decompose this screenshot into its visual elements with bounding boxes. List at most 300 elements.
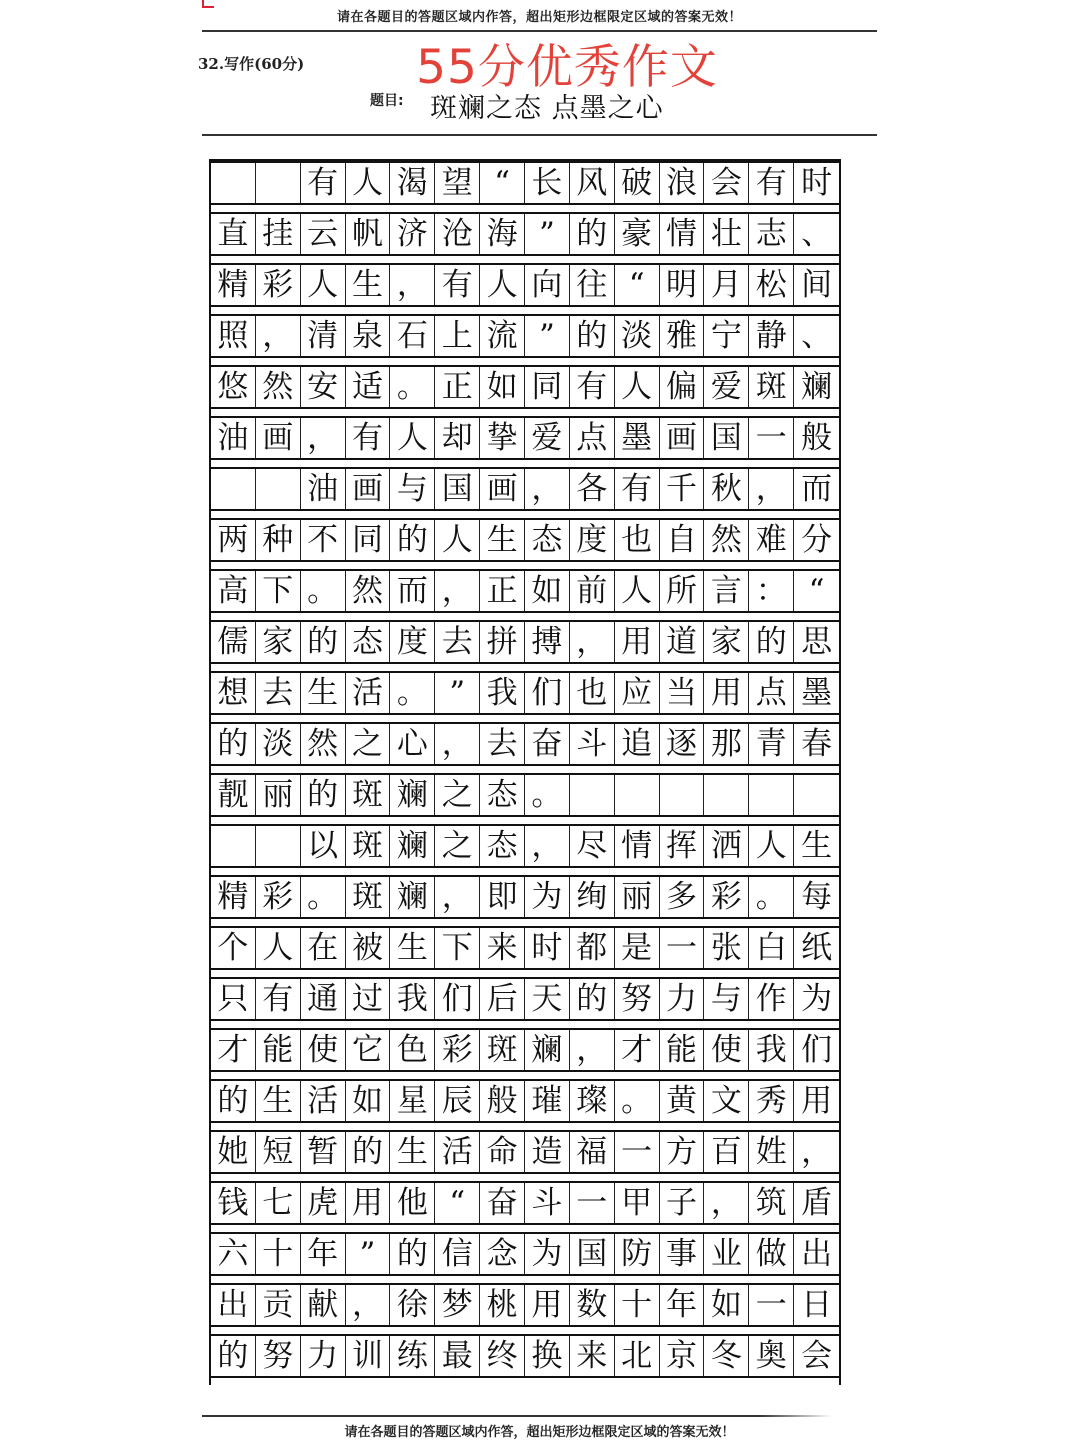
grid-cell: 靓 [211,775,256,815]
essay-row [211,416,839,460]
grid-cell: 白 [749,928,794,968]
grid-cell: 逐 [660,724,705,764]
grid-cell: ， [435,724,480,764]
grid-cell: 才 [211,1030,256,1070]
grid-cell: 搏 [525,622,570,662]
grid-cell: 想 [211,673,256,713]
grid-cell: 辰 [435,1081,480,1121]
grid-cell: 家 [704,622,749,662]
grid-cell: 壮 [704,214,749,254]
essay-row [211,620,839,664]
grid-cell: 所 [660,571,705,611]
scan-fade [760,1408,880,1440]
grid-cell: 追 [615,724,660,764]
grid-cell: 子 [660,1183,705,1223]
grid-cell: 最 [435,1336,480,1376]
grid-cell: ” [346,1234,391,1274]
grid-cell: 使 [704,1030,749,1070]
grid-cell: 会 [801,1337,833,1374]
grid-cell: 挥 [660,826,705,866]
grid-cell: 淡 [615,316,660,356]
essay-row [211,161,839,205]
essay-row [211,1130,839,1174]
essay-row [211,1181,839,1225]
grid-cell: 百 [704,1132,749,1172]
grid-cell: 才 [615,1030,660,1070]
grid-cell: 心 [390,724,435,764]
grid-cell: 方 [660,1132,705,1172]
grid-cell: 生 [301,673,346,713]
grid-cell [749,775,794,815]
grid-cell: 生 [346,265,391,305]
grid-cell: 、 [801,215,833,252]
grid-cell: 松 [749,265,794,305]
grid-cell: 的 [211,724,256,764]
grid-cell: 十 [256,1234,301,1274]
grid-cell: 墨 [615,418,660,458]
grid-cell: 信 [435,1234,480,1274]
grid-cell: 。 [615,1081,660,1121]
grid-cell: 来 [570,1336,615,1376]
grid-cell: 换 [525,1336,570,1376]
grid-cell: 活 [346,673,391,713]
grid-cell: 的 [570,979,615,1019]
grid-cell: 梦 [435,1285,480,1325]
grid-cell: 的 [570,316,615,356]
grid-cell: “ [435,1183,480,1223]
grid-cell: 丽 [615,877,660,917]
grid-cell: 斑 [749,367,794,407]
essay-row [211,977,839,1021]
grid-cell: 年 [301,1234,346,1274]
grid-cell: 点 [749,673,794,713]
grid-cell [615,775,660,815]
grid-cell: 天 [525,979,570,1019]
grid-cell: 的 [570,214,615,254]
grid-cell: 的 [211,1081,256,1121]
grid-cell: 态 [480,826,525,866]
essay-row [211,365,839,409]
grid-cell: 冬 [704,1336,749,1376]
grid-cell: 斑 [480,1030,525,1070]
essay-row [211,1283,839,1327]
grid-cell: 态 [525,520,570,560]
grid-cell: 态 [346,622,391,662]
essay-row [211,1232,839,1276]
grid-cell: 有 [256,979,301,1019]
grid-cell: 念 [480,1234,525,1274]
grid-cell: 如 [525,571,570,611]
grid-cell: 情 [615,826,660,866]
grid-cell: 上 [435,316,480,356]
grid-cell: 彩 [256,877,301,917]
grid-cell: 情 [660,214,705,254]
grid-cell: 用 [801,1082,833,1119]
grid-cell: ， [525,469,570,509]
grid-cell: 有 [301,163,346,203]
grid-cell: ” [525,214,570,254]
grid-cell: 下 [435,928,480,968]
grid-cell: 照 [211,316,256,356]
grid-cell: ， [801,1133,833,1170]
grid-cell: 一 [570,1183,615,1223]
grid-cell: 文 [704,1081,749,1121]
grid-cell: 桃 [480,1285,525,1325]
grid-cell: 有 [346,418,391,458]
grid-cell: 精 [211,877,256,917]
grid-cell: 儒 [211,622,256,662]
grid-cell: ， [749,469,794,509]
grid-cell: 用 [615,622,660,662]
grid-cell: 人 [346,163,391,203]
grid-cell: 浪 [660,163,705,203]
grid-cell: ， [435,877,480,917]
grid-cell: 态 [480,775,525,815]
grid-cell: ， [704,1183,749,1223]
grid-cell: 秋 [704,469,749,509]
grid-cell: 张 [704,928,749,968]
grid-cell: ， [570,1030,615,1070]
grid-cell: 去 [256,673,301,713]
grid-cell: 是 [615,928,660,968]
grid-cell: 适 [346,367,391,407]
grid-cell: 用 [525,1285,570,1325]
essay-row [211,1334,839,1378]
grid-cell: 如 [480,367,525,407]
essay-row [211,212,839,256]
grid-cell: 前 [570,571,615,611]
grid-cell: 豪 [615,214,660,254]
grid-cell: 。 [390,673,435,713]
grid-cell: 人 [615,571,660,611]
grid-cell: 绚 [570,877,615,917]
grid-cell: 爱 [704,367,749,407]
grid-cell: 如 [346,1081,391,1121]
grid-cell: 人 [435,520,480,560]
grid-cell: 人 [301,265,346,305]
grid-cell: 姓 [749,1132,794,1172]
grid-cell: 业 [704,1234,749,1274]
grid-cell: 她 [211,1132,256,1172]
grid-cell: 京 [660,1336,705,1376]
grid-cell [570,775,615,815]
grid-cell: 有 [570,367,615,407]
grid-cell: 的 [390,520,435,560]
grid-cell: 斓 [801,368,833,405]
grid-cell: 日 [801,1286,833,1323]
grid-cell: 难 [749,520,794,560]
grid-cell: 当 [660,673,705,713]
grid-cell: 之 [346,724,391,764]
grid-cell: 淡 [256,724,301,764]
title-divider [202,134,877,136]
grid-cell: 一 [749,418,794,458]
essay-row [211,875,839,919]
grid-cell: 的 [211,1336,256,1376]
grid-cell: 命 [480,1132,525,1172]
grid-cell: 同 [346,520,391,560]
grid-cell: 海 [480,214,525,254]
grid-cell: ” [525,316,570,356]
grid-cell: 爱 [525,418,570,458]
grid-cell: 生 [390,928,435,968]
grid-cell: 斓 [390,877,435,917]
grid-cell: 志 [749,214,794,254]
grid-cell: 通 [301,979,346,1019]
grid-cell: 油 [211,418,256,458]
grid-cell: 拼 [480,622,525,662]
grid-cell: 奋 [525,724,570,764]
grid-cell: 使 [301,1030,346,1070]
essay-row [211,263,839,307]
grid-cell: 斗 [570,724,615,764]
grid-cell: 尽 [570,826,615,866]
grid-cell: 们 [801,1031,833,1068]
grid-cell: 然 [301,724,346,764]
grid-cell: 璨 [570,1081,615,1121]
grid-cell: 斑 [346,775,391,815]
grid-cell: 。 [390,367,435,407]
grid-cell: 贡 [256,1285,301,1325]
grid-cell: 油 [301,469,346,509]
grid-cell: 同 [525,367,570,407]
grid-cell: 如 [704,1285,749,1325]
grid-cell: 。 [525,775,570,815]
grid-cell: 思 [801,623,833,660]
grid-cell: ， [570,622,615,662]
grid-cell: 春 [801,725,833,762]
grid-cell: 应 [615,673,660,713]
grid-cell: ” [435,673,480,713]
grid-cell: “ [615,265,660,305]
grid-cell: 挚 [480,418,525,458]
grid-cell: 千 [660,469,705,509]
grid-cell: 度 [390,622,435,662]
grid-cell [211,469,256,509]
essay-row [211,314,839,358]
grid-cell: 洒 [704,826,749,866]
grid-cell: 直 [211,214,256,254]
grid-cell: 时 [801,164,833,201]
grid-cell: ： [749,571,794,611]
grid-cell: 画 [346,469,391,509]
grid-cell: 能 [256,1030,301,1070]
grid-cell: 般 [480,1081,525,1121]
grid-cell: 出 [801,1235,833,1272]
grid-cell: 安 [301,367,346,407]
grid-cell: 石 [390,316,435,356]
grid-cell: 度 [570,520,615,560]
essay-row [211,671,839,715]
grid-cell: 十 [615,1285,660,1325]
grid-cell: 献 [301,1285,346,1325]
grid-cell: “ [480,163,525,203]
grid-cell: 秀 [749,1081,794,1121]
grid-cell: 有 [615,469,660,509]
grid-cell: 人 [615,367,660,407]
grid-cell: 色 [390,1030,435,1070]
essay-row [211,1079,839,1123]
grid-cell: 然 [704,520,749,560]
grid-cell: 济 [390,214,435,254]
grid-cell: 向 [525,265,570,305]
grid-cell: 暂 [301,1132,346,1172]
grid-cell: 只 [211,979,256,1019]
essay-row [211,926,839,970]
grid-cell: 为 [525,877,570,917]
grid-cell: 也 [570,673,615,713]
grid-cell: 高 [211,571,256,611]
grid-cell: 它 [346,1030,391,1070]
grid-cell: 时 [525,928,570,968]
answer-area-notice-top: 请在各题目的答题区域内作答，超出矩形边框限定区域的答案无效！ [336,10,742,25]
grid-cell: 一 [615,1132,660,1172]
grid-cell: 七 [256,1183,301,1223]
grid-cell: 用 [704,673,749,713]
grid-cell: 斓 [390,775,435,815]
grid-cell: 用 [346,1183,391,1223]
grid-cell: 那 [704,724,749,764]
grid-cell: 福 [570,1132,615,1172]
grid-cell: 两 [211,520,256,560]
grid-cell: 斗 [525,1183,570,1223]
headline: 55分优秀作文 [416,40,718,95]
grid-cell: 出 [211,1285,256,1325]
grid-cell: 一 [660,928,705,968]
grid-cell: 星 [390,1081,435,1121]
grid-cell: 徐 [390,1285,435,1325]
grid-cell: 而 [801,470,833,507]
grid-cell: 过 [346,979,391,1019]
grid-cell: 却 [435,418,480,458]
grid-cell: 。 [301,877,346,917]
grid-cell [211,826,256,866]
grid-cell: 盾 [801,1184,833,1221]
grid-cell: 墨 [801,674,833,711]
grid-cell: 力 [660,979,705,1019]
grid-cell: 人 [480,265,525,305]
grid-cell: 偏 [660,367,705,407]
grid-cell: 青 [749,724,794,764]
grid-cell: 静 [749,316,794,356]
grid-cell: 多 [660,877,705,917]
grid-cell: ， [435,571,480,611]
grid-cell: 帆 [346,214,391,254]
grid-cell: 、 [801,317,833,354]
grid-cell: 人 [749,826,794,866]
grid-cell: 虎 [301,1183,346,1223]
grid-cell: 人 [256,928,301,968]
grid-cell: 力 [301,1336,346,1376]
essay-row [211,824,839,868]
grid-cell: 即 [480,877,525,917]
grid-cell: 国 [570,1234,615,1274]
grid-cell: 活 [435,1132,480,1172]
grid-cell: 与 [704,979,749,1019]
grid-cell: 点 [570,418,615,458]
grid-cell: 我 [749,1030,794,1070]
grid-cell: 奋 [480,1183,525,1223]
grid-cell: ， [301,418,346,458]
grid-cell: 泉 [346,316,391,356]
grid-cell: 六 [211,1234,256,1274]
grid-cell: 为 [525,1234,570,1274]
grid-cell: 望 [435,163,480,203]
grid-cell: 生 [256,1081,301,1121]
grid-cell: 丽 [256,775,301,815]
grid-cell: 云 [301,214,346,254]
grid-cell: 甲 [615,1183,660,1223]
grid-cell: 能 [660,1030,705,1070]
grid-cell: 来 [480,928,525,968]
grid-cell: 正 [435,367,480,407]
grid-cell: 的 [390,1234,435,1274]
grid-cell: 的 [749,622,794,662]
grid-cell: 的 [301,622,346,662]
grid-cell: 生 [390,1132,435,1172]
grid-cell: 有 [749,163,794,203]
grid-cell: 言 [704,571,749,611]
grid-cell: 而 [390,571,435,611]
grid-cell: 然 [346,571,391,611]
grid-cell: 努 [615,979,660,1019]
grid-cell: 数 [570,1285,615,1325]
grid-cell [256,826,301,866]
grid-cell: 斑 [346,826,391,866]
grid-cell: 斓 [390,826,435,866]
grid-cell: 分 [801,521,833,558]
grid-cell: 奥 [749,1336,794,1376]
grid-cell [704,775,749,815]
grid-cell: 斑 [346,877,391,917]
grid-cell: 然 [256,367,301,407]
grid-cell: 活 [301,1081,346,1121]
grid-cell: 风 [570,163,615,203]
grid-cell: 下 [256,571,301,611]
grid-cell: ， [346,1285,391,1325]
grid-cell: 道 [660,622,705,662]
answer-area-notice-bottom: 请在各题目的答题区域内作答，超出矩形边框限定区域的答案无效！ [202,1415,877,1440]
grid-cell: 有 [435,265,480,305]
grid-cell: 国 [435,469,480,509]
grid-cell: 做 [749,1234,794,1274]
grid-cell: 筑 [749,1183,794,1223]
grid-cell: 清 [301,316,346,356]
grid-cell [794,775,839,815]
grid-cell: 短 [256,1132,301,1172]
grid-cell: 我 [390,979,435,1019]
grid-cell: 之 [435,775,480,815]
grid-cell: 画 [480,469,525,509]
grid-cell: 往 [570,265,615,305]
grid-cell: 璀 [525,1081,570,1121]
grid-cell: 宁 [704,316,749,356]
grid-cell: 生 [480,520,525,560]
grid-cell: 不 [301,520,346,560]
grid-cell: 自 [660,520,705,560]
grid-cell: 渴 [390,163,435,203]
grid-cell: 斓 [525,1030,570,1070]
grid-cell: 去 [435,622,480,662]
essay-row [211,569,839,613]
grid-cell: 为 [801,980,833,1017]
grid-cell: 的 [301,775,346,815]
grid-cell: 种 [256,520,301,560]
grid-cell: 间 [801,266,833,303]
grid-cell: 努 [256,1336,301,1376]
essay-row [211,773,839,817]
topic-label: 题目: [370,93,404,109]
